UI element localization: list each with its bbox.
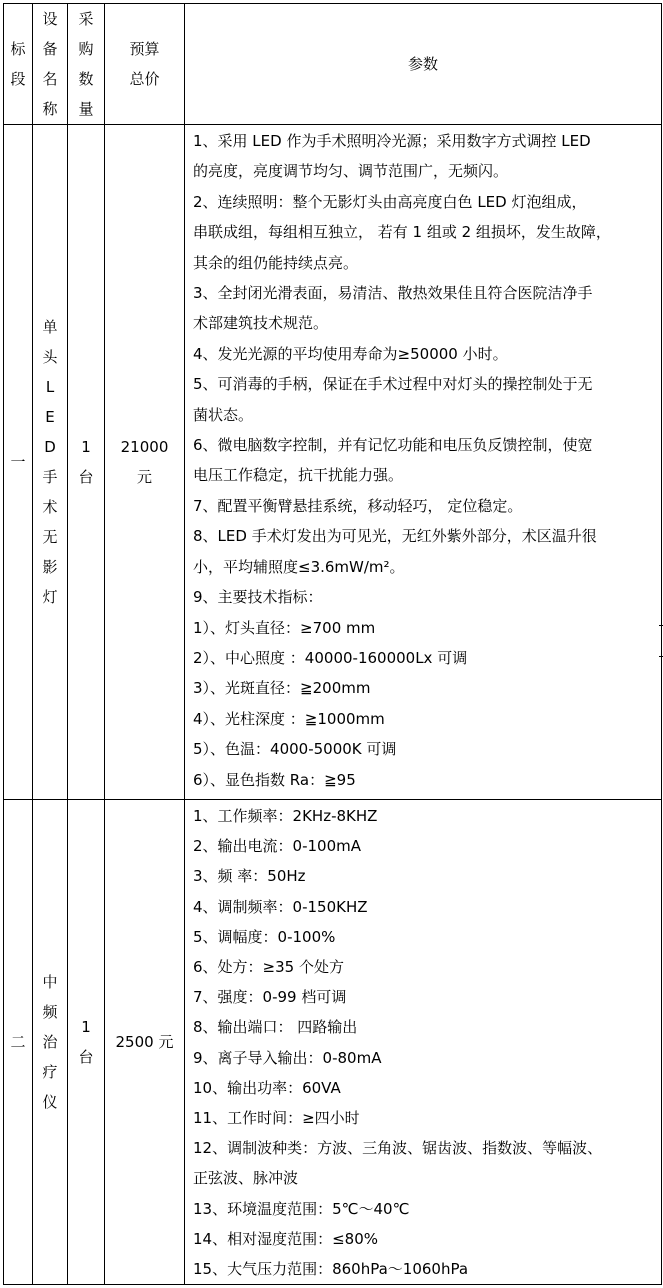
vertical-char: 术: [42, 498, 58, 516]
vertical-char: 名: [42, 70, 58, 88]
param-line: 6、微电脑数字控制，并有记忆功能和电压负反馈控制，使宽: [193, 436, 593, 455]
header-section-text: [4, 34, 32, 94]
row1-budget-line-1: 21000: [120, 438, 169, 456]
vertical-char: 中: [42, 973, 58, 992]
vertical-char: 购: [78, 40, 94, 58]
header-device-text: [33, 4, 67, 124]
vertical-char: 单: [42, 318, 58, 336]
row2-budget: [105, 800, 185, 1285]
header-quantity-text: [68, 4, 104, 124]
row1-params: [185, 125, 662, 800]
param-line: 4、发光光源的平均使用寿命为≥50000 小时。: [193, 344, 508, 363]
param-line: 的亮度，亮度调节均匀、调节范围广，无频闪。: [193, 162, 509, 181]
param-line: 7、强度：0-99 档可调: [193, 988, 347, 1007]
param-line: 4）、光柱深度 ：≧1000mm: [193, 709, 385, 728]
header-params: [185, 4, 662, 125]
param-line: 9、主要技术指标：: [193, 588, 323, 607]
vertical-char: 无: [42, 528, 58, 546]
vertical-char: 数: [78, 70, 94, 88]
vertical-char: 段: [10, 70, 26, 88]
header-budget: [105, 4, 185, 125]
header-section: [4, 4, 33, 125]
row1-params-list: [193, 126, 661, 795]
header-quantity: [68, 4, 105, 125]
margin-tick: [659, 656, 663, 657]
row1-budget: [105, 125, 185, 800]
param-line: 5、调幅度：0-100%: [193, 927, 336, 946]
vertical-char: 台: [78, 468, 94, 486]
param-line: 5、可消毒的手柄，保证在手术过程中对灯头的操控制处于无: [193, 375, 593, 394]
vertical-char: 影: [42, 558, 58, 576]
vertical-char: 标: [10, 40, 26, 58]
row1-quantity: [68, 125, 105, 800]
param-line: 6、处方：≥35 个处方: [193, 958, 344, 977]
header-params-text: 参数: [407, 55, 438, 73]
param-line: 10、输出功率：60VA: [193, 1078, 341, 1097]
param-line: 3、频 率：50Hz: [193, 867, 306, 886]
vertical-char: 疗: [42, 1063, 58, 1082]
param-line: 4、调制频率：0-150KHZ: [193, 897, 368, 916]
table-row: [4, 125, 662, 800]
row1-section-text: 一: [10, 453, 26, 471]
param-line: 其余的组仍能持续点亮。: [193, 253, 359, 272]
row2-budget-line-1: 2500 元: [115, 1033, 174, 1052]
margin-tick: [659, 625, 663, 626]
row2-params-list: [193, 801, 661, 1284]
vertical-char: 1: [81, 438, 91, 456]
row1-section: [4, 125, 33, 800]
param-line: 12、调制波种类：方波、三角波、锯齿波、指数波、等幅波、: [193, 1139, 603, 1158]
row2-params: [185, 800, 662, 1285]
param-line: 电压工作稳定，抗干扰能力强。: [193, 466, 404, 485]
vertical-char: 台: [78, 1048, 94, 1067]
table-row: [4, 800, 662, 1285]
param-line: 小，平均辅照度≤3.6mW/m²。: [193, 557, 405, 576]
row2-section-text: 二: [10, 1033, 26, 1052]
param-line: 9、离子导入输出：0-80mA: [193, 1048, 382, 1067]
vertical-char: 手: [42, 468, 58, 486]
vertical-char: 设: [42, 10, 58, 28]
vertical-char: 量: [78, 100, 94, 118]
param-line: 菌状态。: [193, 405, 254, 424]
param-line: 1）、灯头直径：≥700 mm: [193, 618, 376, 637]
vertical-char: 治: [42, 1033, 58, 1052]
param-line: 8、LED 手术灯发出为可见光，无红外紫外部分，术区温升很: [193, 527, 597, 546]
row2-quantity: [68, 800, 105, 1285]
param-line: 7、配置平衡臂悬挂系统，移动轻巧， 定位稳定。: [193, 496, 523, 515]
header-budget-line-2: 总价: [129, 70, 160, 88]
param-line: 6）、显色指数 Ra：≧95: [193, 770, 356, 789]
row1-quantity-text: [68, 432, 104, 492]
row1-budget-line-2: 元: [136, 468, 152, 486]
param-line: 13、环境温度范围：5℃～40℃: [193, 1199, 410, 1218]
param-line: 术部建筑技术规范。: [193, 314, 329, 333]
param-line: 正弦波、脉冲波: [193, 1169, 299, 1188]
row2-device-text: [33, 967, 67, 1117]
param-line: 1、工作频率：2KHz-8KHZ: [193, 807, 378, 825]
param-line: 3）、光斑直径：≧200mm: [193, 679, 371, 698]
vertical-char: 称: [42, 100, 58, 118]
row1-device: [33, 125, 68, 800]
param-line: 串联成组，每组相互独立， 若有 1 组或 2 组损坏，发生故障，: [193, 223, 611, 242]
vertical-char: L: [45, 378, 55, 396]
param-line: 1、采用 LED 作为手术照明冷光源；采用数字方式调控 LED: [193, 132, 591, 150]
vertical-char: 头: [42, 348, 58, 366]
row2-quantity-text: [68, 1012, 104, 1072]
vertical-char: 灯: [42, 588, 58, 606]
param-line: 14、相对湿度范围：≤80%: [193, 1229, 378, 1248]
vertical-char: E: [45, 408, 55, 426]
row1-device-text: [33, 312, 67, 612]
vertical-char: 仪: [42, 1093, 58, 1112]
vertical-char: D: [44, 438, 56, 456]
header-device: [33, 4, 68, 125]
row2-device: [33, 800, 68, 1285]
vertical-char: 采: [78, 10, 94, 28]
procurement-table: [3, 3, 662, 1285]
param-line: 3、全封闭光滑表面，易清洁、散热效果佳且符合医院洁净手: [193, 284, 593, 303]
header-budget-line-1: 预算: [129, 40, 160, 58]
header-row: [4, 4, 662, 125]
param-line: 2）、中心照度 ：40000-160000Lx 可调: [193, 648, 468, 667]
vertical-char: 频: [42, 1003, 58, 1022]
row2-section: [4, 800, 33, 1285]
param-line: 15、大气压力范围：860hPa～1060hPa: [193, 1260, 469, 1279]
param-line: 2、连续照明：整个无影灯头由高亮度白色 LED 灯泡组成，: [193, 192, 587, 211]
param-line: 11、工作时间：≥四小时: [193, 1109, 360, 1128]
param-line: 8、输出端口： 四路输出: [193, 1018, 358, 1037]
vertical-char: 1: [81, 1018, 91, 1037]
vertical-char: 备: [42, 40, 58, 58]
param-line: 5）、色温：4000-5000K 可调: [193, 740, 397, 759]
param-line: 2、输出电流：0-100mA: [193, 837, 362, 856]
